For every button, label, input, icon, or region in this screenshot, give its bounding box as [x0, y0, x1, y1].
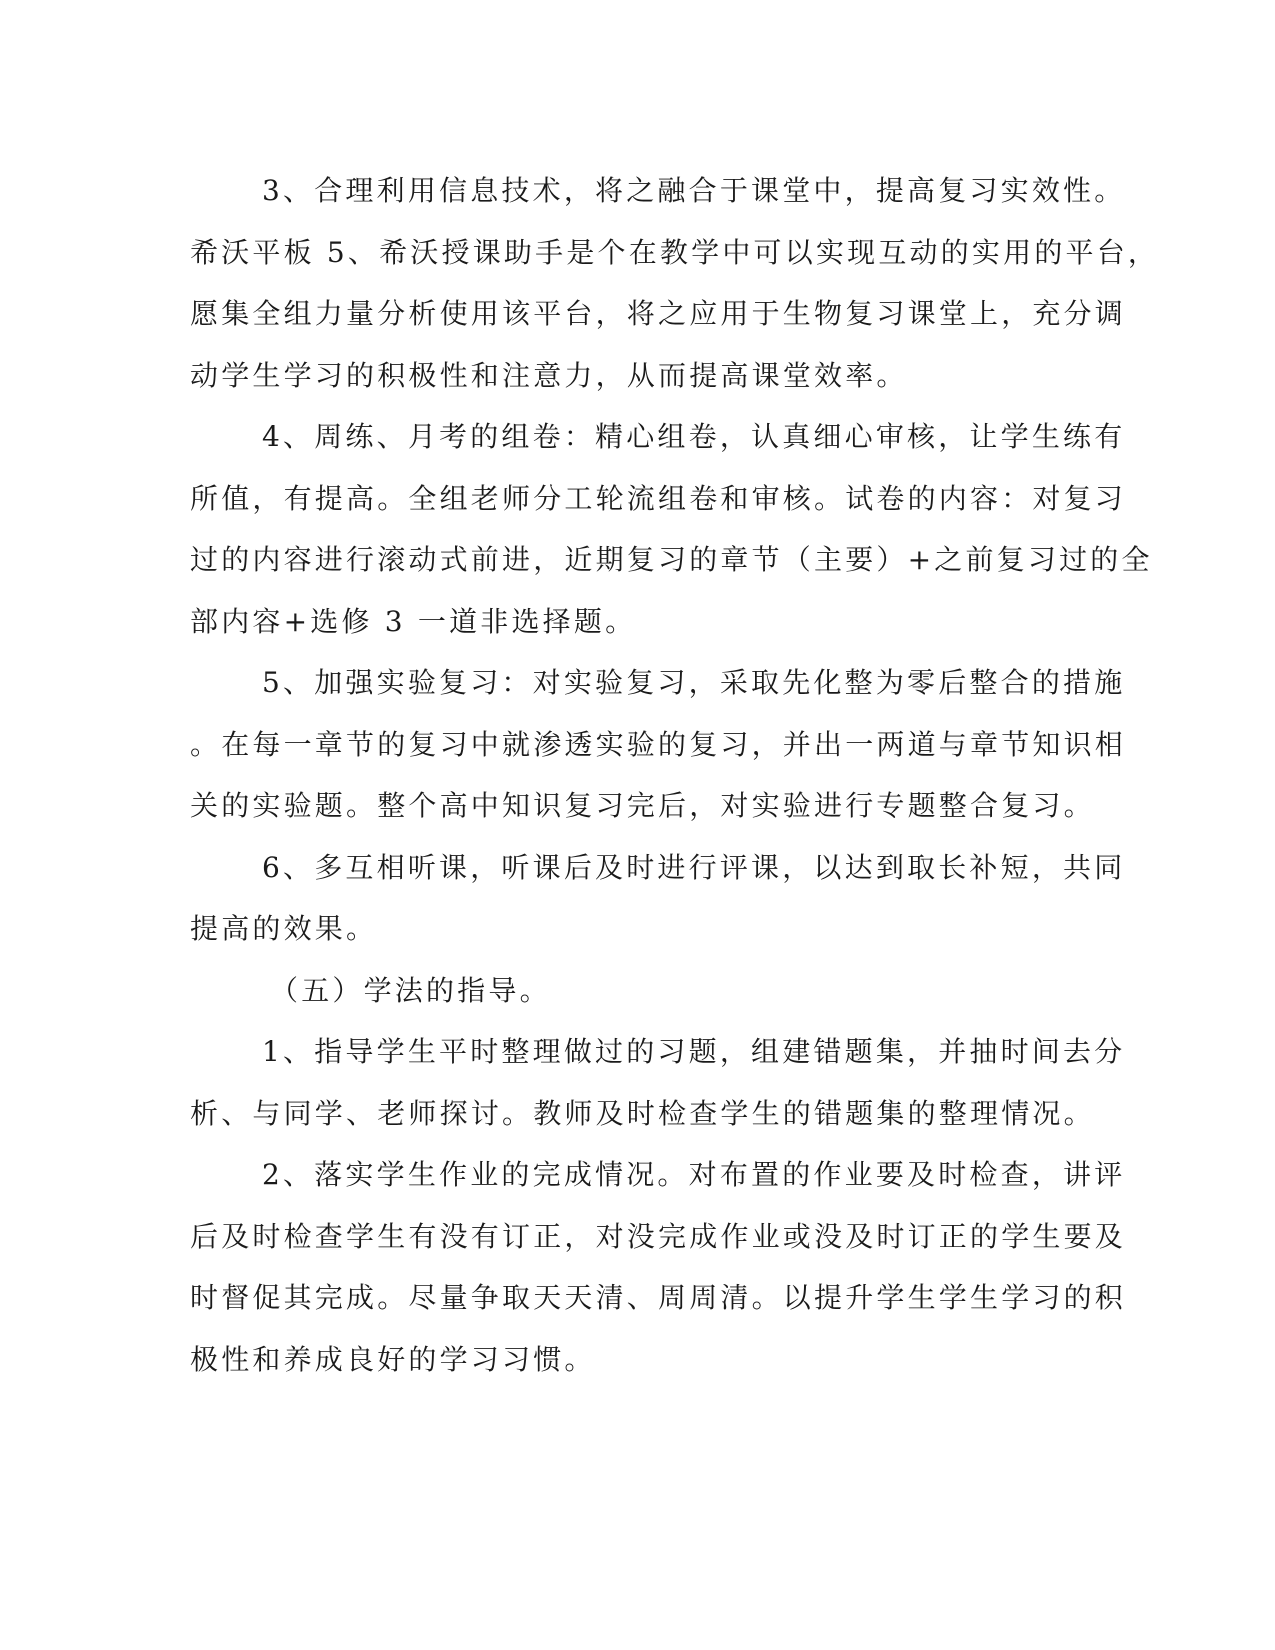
text-line: 过的内容进行滚动式前进，近期复习的章节（主要）+之前复习过的全 [190, 543, 1153, 576]
paragraph-item-4 [190, 406, 1153, 652]
text-line: 希沃平板 5、希沃授课助手是个在教学中可以实现互动的实用的平台， [190, 235, 1160, 269]
text-line: 所值，有提高。全组老师分工轮流组卷和审核。试卷的内容：对复习 [190, 481, 1127, 515]
text-line: 3、合理利用信息技术，将之融合于课堂中，提高复习实效性。 [262, 174, 1126, 207]
document-body [190, 160, 1160, 1390]
text-line: 极性和养成良好的学习习惯。 [190, 1342, 596, 1376]
text-line: 4、周练、月考的组卷：精心组卷，认真细心审核，让学生练有 [262, 420, 1126, 453]
paragraph-guide-1 [190, 1021, 1126, 1144]
text-line: 6、多互相听课，听课后及时进行评课，以达到取长补短，共同 [262, 850, 1126, 884]
paragraph-item-6 [190, 837, 1126, 960]
paragraph-item-5 [190, 652, 1127, 837]
text-line: 。在每一章节的复习中就渗透实验的复习，并出一两道与章节知识相 [190, 727, 1127, 761]
text-line: 5、加强实验复习：对实验复习，采取先化整为零后整合的措施 [262, 666, 1126, 699]
text-line: 1、指导学生平时整理做过的习题，组建错题集，并抽时间去分 [262, 1035, 1126, 1068]
section-heading [190, 960, 1090, 1022]
text-line: 愿集全组力量分析使用该平台，将之应用于生物复习课堂上，充分调 [190, 297, 1127, 330]
text-line: 后及时检查学生有没有订正，对没完成作业或没及时订正的学生要及 [190, 1219, 1127, 1253]
paragraph-item-3 [190, 160, 1160, 406]
text-line: 提高的效果。 [190, 912, 378, 945]
text-line: 析、与同学、老师探讨。教师及时检查学生的错题集的整理情况。 [190, 1096, 1095, 1130]
text-line: 部内容+选修 3 一道非选择题。 [190, 604, 637, 638]
text-line: 2、落实学生作业的完成情况。对布置的作业要及时检查，讲评 [262, 1158, 1126, 1191]
text-line: 时督促其完成。尽量争取天天清、周周清。以提升学生学生学习的积 [190, 1281, 1127, 1314]
text-line: 关的实验题。整个高中知识复习完后，对实验进行专题整合复习。 [190, 789, 1095, 822]
paragraph-guide-2 [190, 1144, 1127, 1390]
text-line: 动学生学习的积极性和注意力，从而提高课堂效率。 [190, 358, 908, 392]
section-heading-text: （五）学法的指导。 [270, 973, 551, 1007]
